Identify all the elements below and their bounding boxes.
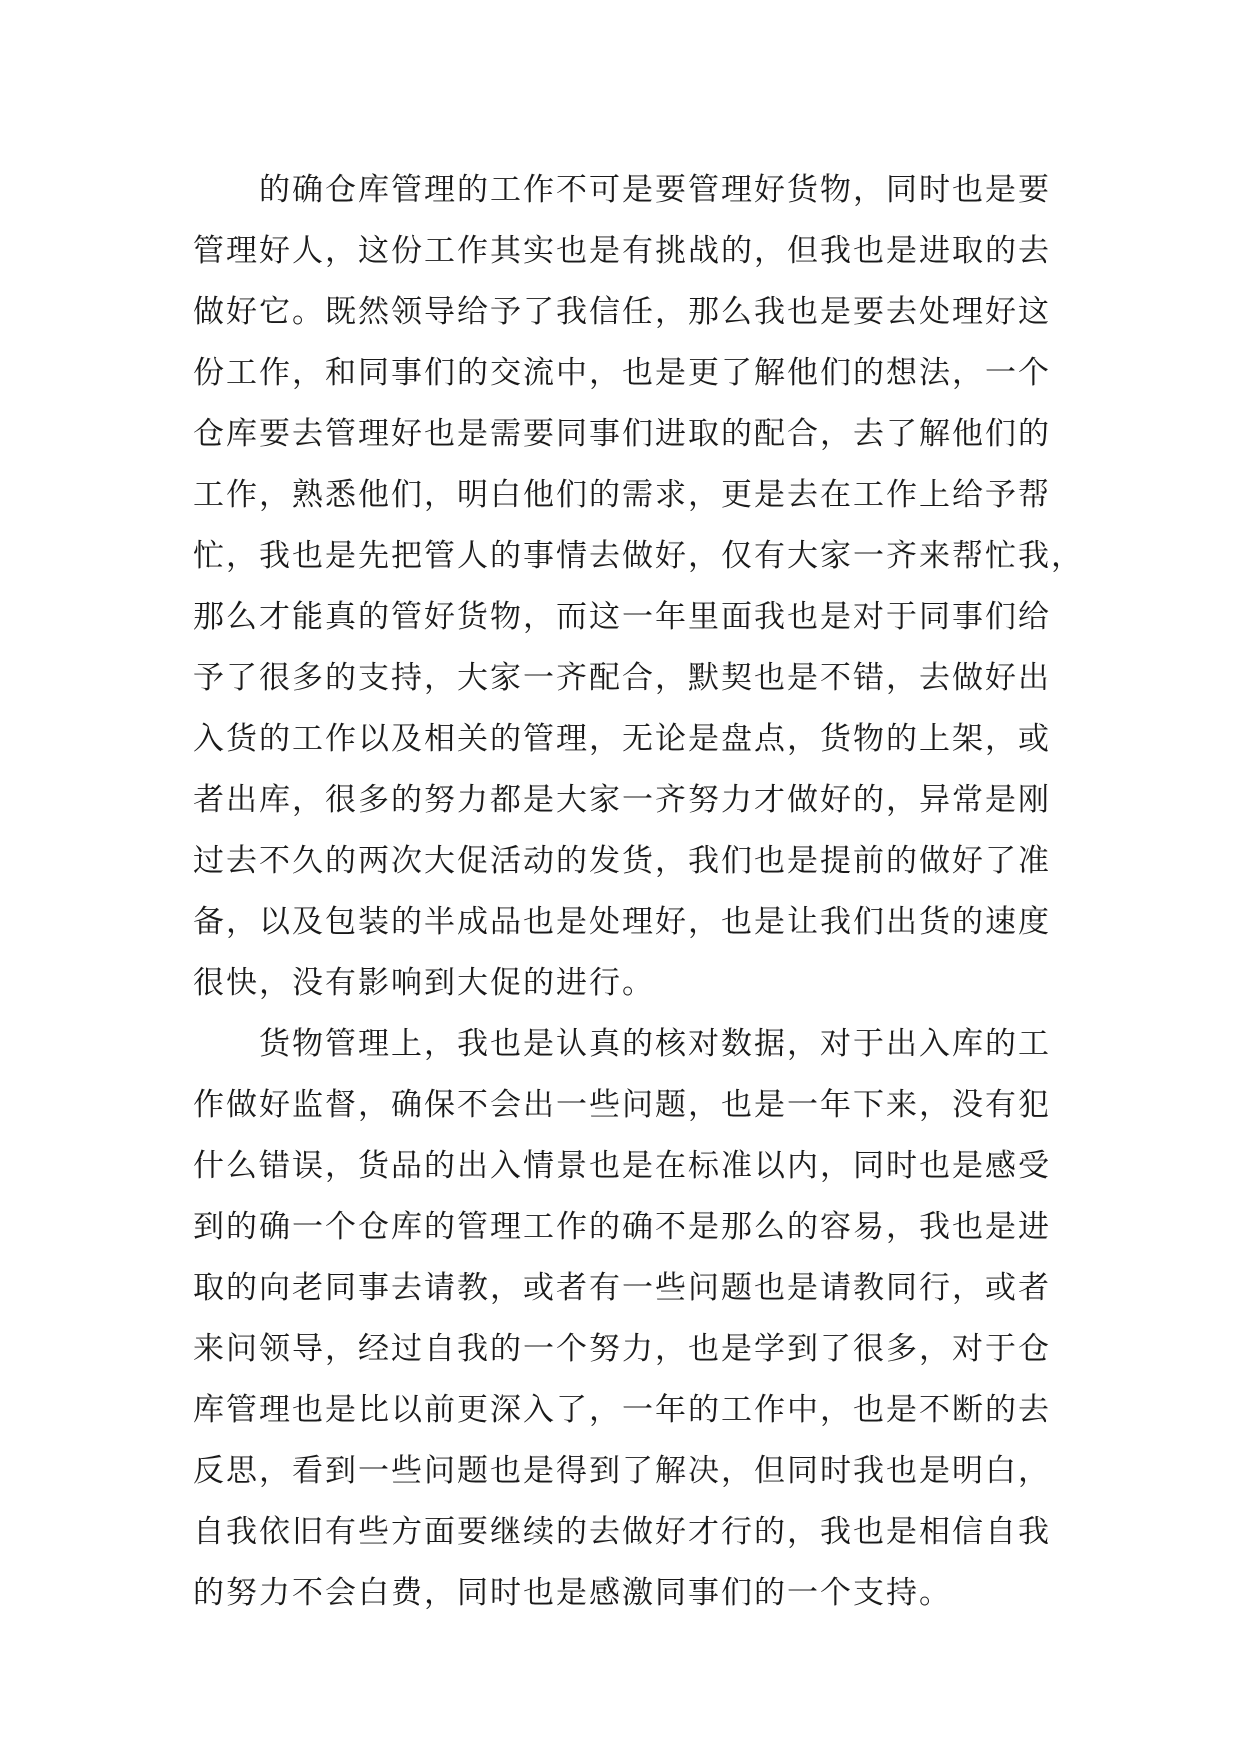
text-line: 管理好人，这份工作其实也是有挑战的，但我也是进取的去 <box>193 233 1051 269</box>
text-line: 什么错误，货品的出入情景也是在标准以内，同时也是感受 <box>193 1148 1051 1184</box>
paragraph <box>193 1014 1073 1624</box>
text-line: 工作，熟悉他们，明白他们的需求，更是去在工作上给予帮 <box>193 477 1051 513</box>
text-line: 入货的工作以及相关的管理，无论是盘点，货物的上架，或 <box>193 721 1051 757</box>
text-line: 作做好监督，确保不会出一些问题，也是一年下来，没有犯 <box>193 1087 1051 1123</box>
text-line: 者出库，很多的努力都是大家一齐努力才做好的，异常是刚 <box>193 782 1051 818</box>
text-line: 到的确一个仓库的管理工作的确不是那么的容易，我也是进 <box>193 1209 1051 1245</box>
text-line: 忙，我也是先把管人的事情去做好，仅有大家一齐来帮忙我， <box>193 538 1084 574</box>
text-line: 做好它。既然领导给予了我信任，那么我也是要去处理好这 <box>193 294 1051 330</box>
text-line: 货物管理上，我也是认真的核对数据，对于出入库的工 <box>193 1026 1051 1062</box>
text-line: 来问领导，经过自我的一个努力，也是学到了很多，对于仓 <box>193 1331 1051 1367</box>
text-line: 过去不久的两次大促活动的发货，我们也是提前的做好了准 <box>193 843 1051 879</box>
text-line: 仓库要去管理好也是需要同事们进取的配合，去了解他们的 <box>193 416 1051 452</box>
text-line: 的确仓库管理的工作不可是要管理好货物，同时也是要 <box>193 172 1051 208</box>
text-line: 备，以及包装的半成品也是处理好，也是让我们出货的速度 <box>193 904 1051 940</box>
text-line: 份工作，和同事们的交流中，也是更了解他们的想法，一个 <box>193 355 1051 391</box>
text-line: 库管理也是比以前更深入了，一年的工作中，也是不断的去 <box>193 1392 1051 1428</box>
text-line: 很快，没有影响到大促的进行。 <box>193 965 655 1001</box>
text-line: 那么才能真的管好货物，而这一年里面我也是对于同事们给 <box>193 599 1051 635</box>
text-line: 取的向老同事去请教，或者有一些问题也是请教同行，或者 <box>193 1270 1051 1306</box>
text-line: 予了很多的支持，大家一齐配合，默契也是不错，去做好出 <box>193 660 1051 696</box>
body-text <box>193 160 1084 1624</box>
text-line: 反思，看到一些问题也是得到了解决，但同时我也是明白， <box>193 1453 1051 1489</box>
text-line: 自我依旧有些方面要继续的去做好才行的，我也是相信自我 <box>193 1514 1051 1550</box>
text-line: 的努力不会白费，同时也是感激同事们的一个支持。 <box>193 1575 952 1611</box>
paragraph <box>193 160 1084 1014</box>
